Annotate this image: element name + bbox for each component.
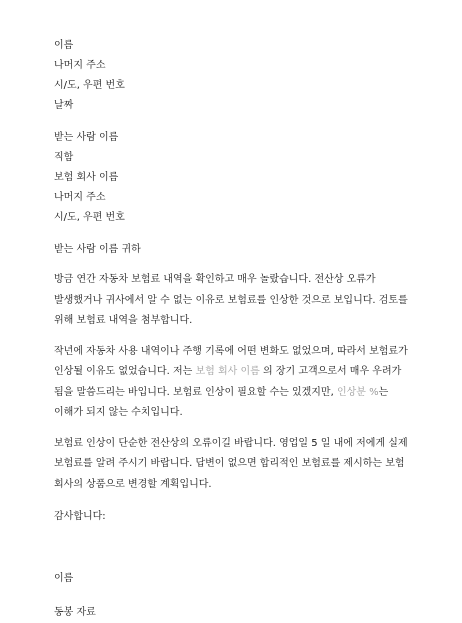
paragraph-line: 방금 연간 자동차 보험료 내역을 확인하고 매우 놀랐습니다. 전산상 오류가 [54, 274, 376, 285]
letter-date: 날짜 [54, 100, 74, 111]
paragraph-text: 의 장기 고객으로서 매우 우려가 [259, 366, 402, 377]
salutation: 받는 사람 이름 귀하 [54, 244, 141, 255]
recipient-address: 나머지 주소 [54, 192, 106, 203]
sender-block [54, 36, 434, 116]
recipient-title: 직함 [54, 152, 74, 163]
paragraph-text: 인상될 이유도 없었습니다. 저는 [54, 366, 196, 377]
paragraph-line: 발생했거나 귀사에서 알 수 없는 이유로 보험료를 인상한 것으로 보입니다. 검토를 [54, 294, 408, 306]
body-paragraph-3 [54, 434, 434, 496]
paragraph-line: 위해 보험료 내역을 첨부합니다. [54, 315, 193, 326]
paragraph-line: 이해가 되지 않는 수치입니다. [54, 407, 183, 418]
body-paragraph-2 [54, 342, 434, 424]
paragraph-text: 됨을 말씀드리는 바입니다. 보험료 인상이 필요할 수는 있겠지만, [54, 386, 337, 398]
placeholder-company-name: 보험 회사 이름 [195, 366, 260, 377]
enclosure-label: 동봉 자료 [54, 607, 96, 618]
letter-document [54, 36, 434, 623]
placeholder-increase-percent: 인상분 % [336, 386, 379, 398]
recipient-city-zip: 시/도, 우편 번호 [54, 212, 125, 223]
paragraph-text: 는 [378, 386, 389, 398]
paragraph-line: 보험료를 알려 주시기 바랍니다. 답변이 없으면 합리적인 보험료를 제시하는 보험 [54, 458, 405, 469]
signature-name: 이름 [54, 573, 74, 584]
paragraph-line: 회사의 상품으로 변경할 계획입니다. [54, 478, 212, 490]
paragraph-line [54, 362, 434, 383]
paragraph-line: 작년에 자동차 사용 내역이나 주행 기록에 어떤 변화도 없었으며, 따라서 보험료가 [54, 345, 408, 357]
recipient-company: 보험 회사 이름 [54, 172, 119, 183]
sender-name: 이름 [54, 40, 74, 51]
sender-address: 나머지 주소 [54, 60, 106, 71]
sender-city-zip: 시/도, 우편 번호 [54, 80, 125, 91]
recipient-name: 받는 사람 이름 [54, 132, 119, 143]
paragraph-line: 보험료 인상이 단순한 전산상의 오류이길 바랍니다. 영업일 5 일 내에 저에게 실제 [54, 437, 408, 449]
recipient-block [54, 128, 434, 228]
closing: 감사합니다: [54, 511, 106, 522]
body-paragraph-1 [54, 270, 434, 332]
paragraph-line [54, 383, 434, 404]
